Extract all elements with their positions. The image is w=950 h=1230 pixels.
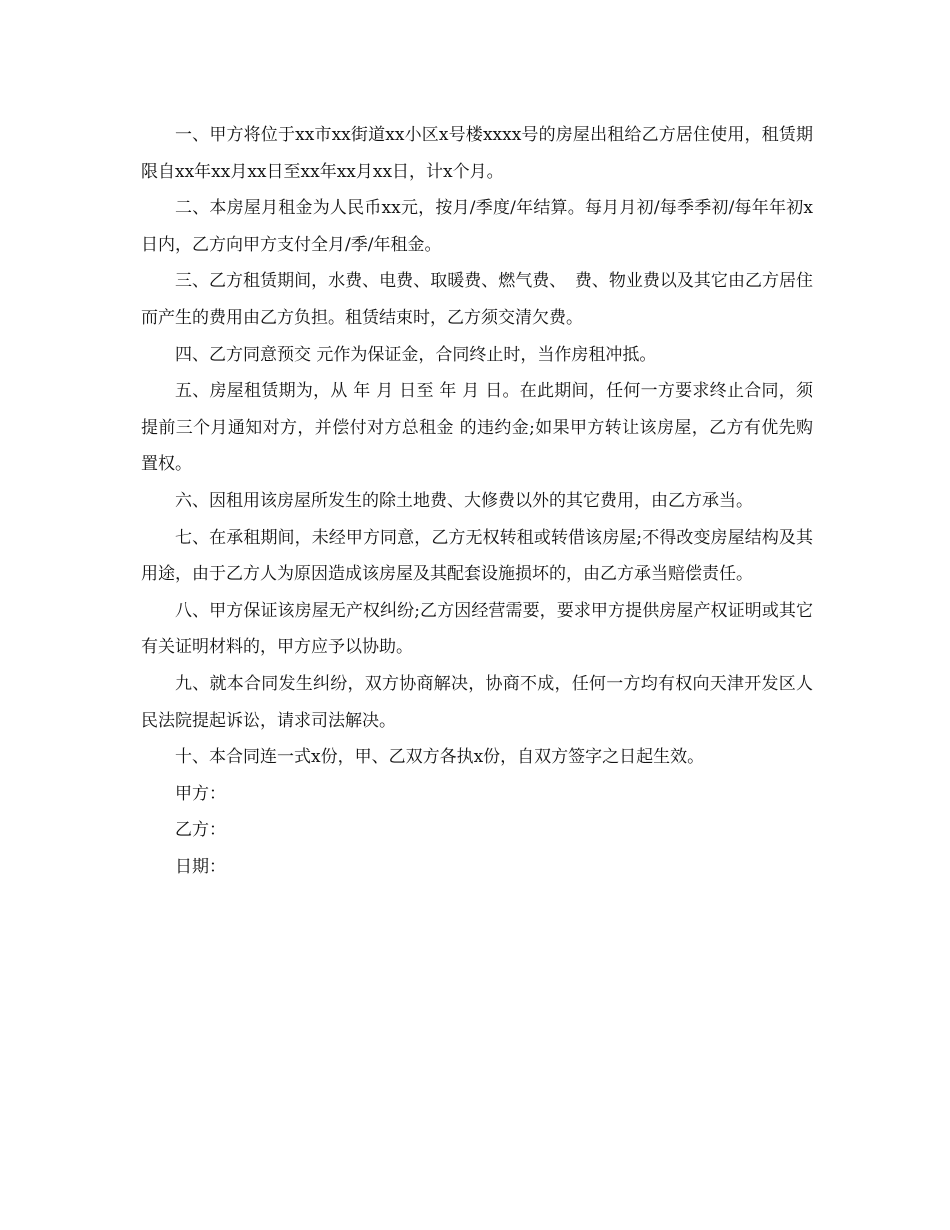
clause-2: 二、本房屋月租金为人民币xx元，按月/季度/年结算。每月月初/每季季初/每年年初x日内，乙方向甲方支付全月/季/年租金。 xyxy=(141,198,813,255)
clause-4: 四、乙方同意预交 元作为保证金，合同终止时，当作房租冲抵。 xyxy=(175,344,657,365)
party-b-signature-label: 乙方： xyxy=(175,820,226,841)
clause-9: 九、就本合同发生纠纷，双方协商解决，协商不成，任何一方均有权向天津开发区人民法院提起诉讼，请求司法解决。 xyxy=(141,673,813,731)
clause-10: 十、本合同连一式x份，甲、乙双方各执x份，自双方签字之日起生效。 xyxy=(175,747,705,768)
party-a-signature-label: 甲方： xyxy=(175,783,226,804)
clause-8: 八、甲方保证该房屋无产权纠纷;乙方因经营需要，要求甲方提供房屋产权证明或其它有关证明材料的，甲方应予以协助。 xyxy=(141,600,813,658)
clause-5: 五、房屋租赁期为，从 年 月 日至 年 月 日。在此期间，任何一方要求终止合同，须提前三个月通知对方，并偿付对方总租金 的违约金;如果甲方转让该房屋，乙方有优先购置权。 xyxy=(141,381,813,475)
signature-date-label: 日期： xyxy=(175,856,226,877)
clause-1: 一、甲方将位于xx市xx街道xx小区x号楼xxxx号的房屋出租给乙方居住使用，租赁期限自xx年xx月xx日至xx年xx月xx日，计x个月。 xyxy=(141,125,813,182)
contract-body xyxy=(141,117,813,885)
clause-6: 六、因租用该房屋所发生的除土地费、大修费以外的其它费用，由乙方承当。 xyxy=(175,490,753,511)
clause-3: 三、乙方租赁期间，水费、电费、取暖费、燃气费、 费、物业费以及其它由乙方居住而产生的费用由乙方负担。租赁结束时，乙方须交清欠费。 xyxy=(141,271,813,328)
clause-7: 七、在承租期间，未经甲方同意，乙方无权转租或转借该房屋;不得改变房屋结构及其用途，由于乙方人为原因造成该房屋及其配套设施损坏的，由乙方承当赔偿责任。 xyxy=(141,527,813,585)
